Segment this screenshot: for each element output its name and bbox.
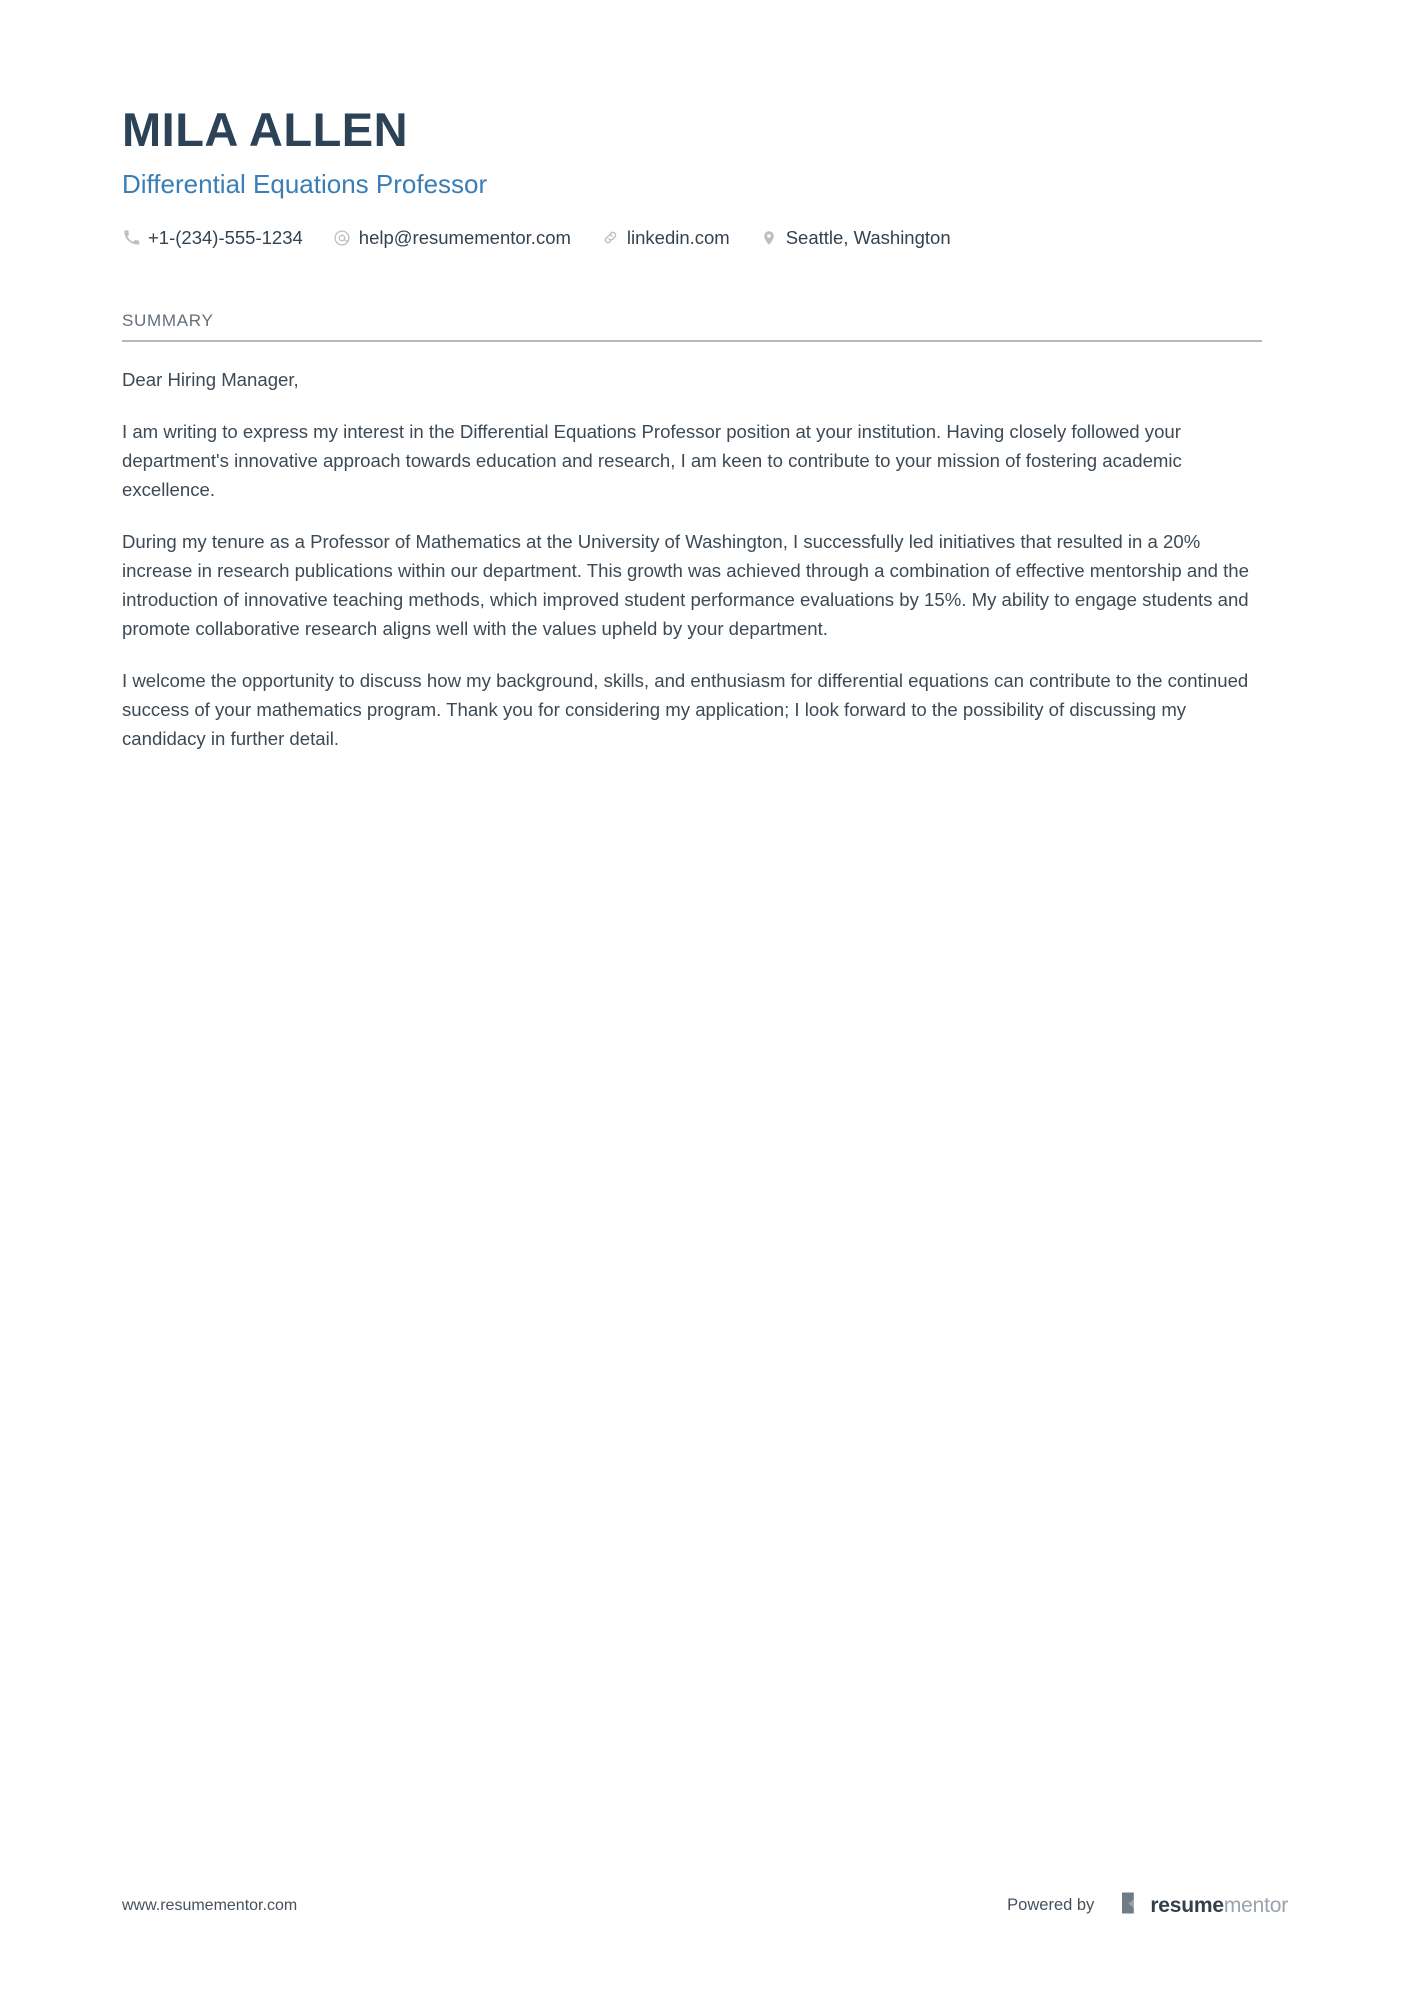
contact-location-label: Seattle, Washington: [785, 226, 951, 248]
contact-email[interactable]: [333, 227, 571, 249]
contact-location[interactable]: [760, 227, 951, 249]
powered-by-label: Powered by: [1007, 1896, 1095, 1914]
letter-salutation: Dear Hiring Manager,: [122, 368, 299, 390]
resumementor-bookmark-logo-icon: [1120, 1891, 1142, 1920]
footer: [122, 1891, 1288, 1920]
section-title: SUMMARY: [122, 310, 214, 330]
page-title: MILA ALLEN: [122, 103, 409, 156]
contact-phone[interactable]: [122, 227, 303, 249]
link-icon: [601, 228, 620, 247]
footer-website-url[interactable]: www.resumementor.com: [122, 1896, 298, 1914]
section-body: [122, 342, 1262, 753]
contact-link[interactable]: [601, 227, 730, 249]
letter-paragraph: During my tenure as a Professor of Mathematics at the University of Washington, I successfully led initiatives that resulted in a 20% increase in research publications within our department. This growth was achieved through a combination of effective mentorship and the introduction of innovative teaching methods, which improved student performance evaluations by 15%. My ability to engage students and promote collaborative research aligns well with the values upheld by your department.: [122, 530, 1249, 639]
resumementor-logo[interactable]: [1120, 1891, 1288, 1920]
contact-phone-label: +1-(234)-555-1234: [148, 226, 303, 248]
brand-strong-text: resume: [1150, 1894, 1224, 1917]
letter-paragraph: I am writing to express my interest in the Differential Equations Professor position at your institution. Having closely followed your department's innovative approach towards education and research, I am keen to contribute to your mission of fostering academic excellence.: [122, 420, 1182, 500]
section-summary: [122, 311, 1262, 753]
page-content: [122, 0, 1262, 753]
letter-paragraph: I welcome the opportunity to discuss how my background, skills, and enthusiasm for differential equations can contribute to the continued success of your mathematics program. Thank you for considering my application; I look forward to the possibility of discussing my candidacy in further detail.: [122, 669, 1249, 749]
brand-light-text: mentor: [1223, 1894, 1288, 1917]
location-pin-icon: [760, 228, 779, 247]
header: [122, 0, 1262, 249]
resumementor-wordmark: [1150, 1895, 1288, 1916]
footer-branding: [1007, 1891, 1288, 1920]
phone-icon: [122, 228, 141, 247]
job-title: Differential Equations Professor: [122, 168, 488, 199]
contact-email-label: help@resumementor.com: [358, 226, 571, 248]
email-icon: [333, 228, 352, 247]
contact-list: [122, 227, 1262, 249]
contact-link-label: linkedin.com: [626, 226, 730, 248]
